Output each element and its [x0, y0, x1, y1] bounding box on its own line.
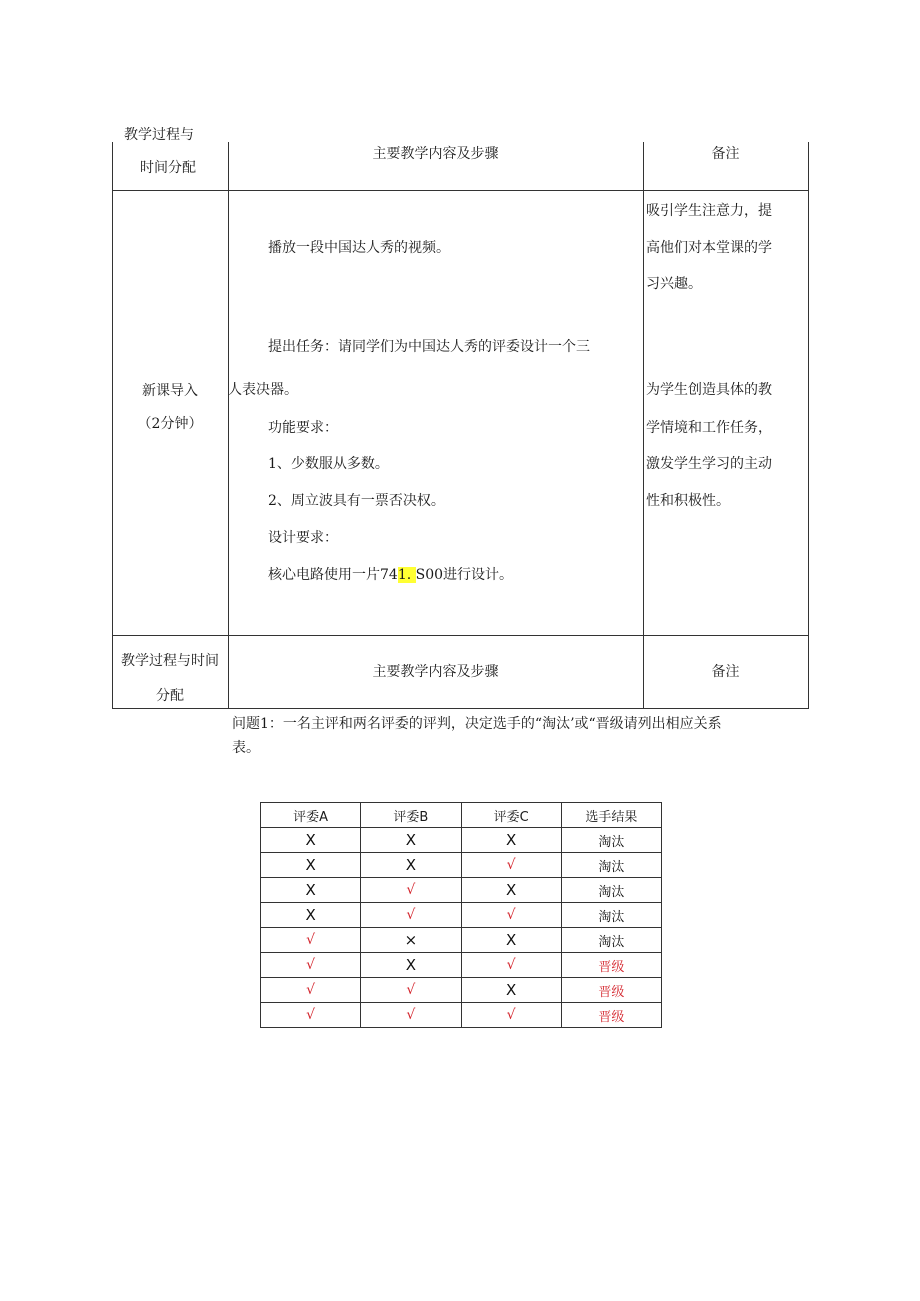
design-req-suffix: 进行设计。 [443, 567, 514, 583]
vote-judge-a: √ [261, 1003, 361, 1028]
note-2-line4: 性和积极性。 [646, 493, 730, 509]
vote-judge-a: X [261, 878, 361, 903]
judge-table-row [261, 903, 662, 928]
note-1-line1: 吸引学生注意力，提 [646, 203, 772, 219]
table-row-line-3 [112, 708, 809, 709]
content-func-1: 1、少数服从多数。 [268, 456, 389, 472]
table-divider-2 [643, 142, 644, 709]
judge-table-row [261, 928, 662, 953]
result-cell: 淘汰 [561, 928, 661, 953]
vote-judge-a: √ [261, 978, 361, 1003]
vote-judge-a: √ [261, 928, 361, 953]
judge-table-row [261, 1003, 662, 1028]
question-line-1: 问题1：一名主评和两名评委的评判，决定选手的“淘汰’或“晋级请列出相应关系 [232, 716, 722, 732]
vote-judge-c: √ [461, 853, 561, 878]
judge-table-row [261, 878, 662, 903]
judge-table-row [261, 978, 662, 1003]
vote-judge-b: √ [361, 878, 461, 903]
vote-judge-c: X [461, 828, 561, 853]
vote-judge-b: √ [361, 978, 461, 1003]
vote-judge-b: X [361, 953, 461, 978]
vote-judge-c: √ [461, 903, 561, 928]
header-judge-b: 评委B [361, 803, 461, 828]
table-divider-1 [228, 142, 229, 709]
judge-truth-table [260, 802, 662, 1028]
header-notes-label: 备注 [711, 146, 740, 162]
header-judge-a: 评委A [261, 803, 361, 828]
header2-content-label: 主要教学内容及步骤 [372, 664, 499, 680]
header-content-label: 主要教学内容及步骤 [372, 146, 499, 162]
header-stage-label-2: 时间分配 [140, 160, 196, 176]
header2-notes-label: 备注 [711, 664, 740, 680]
vote-judge-b: √ [361, 1003, 461, 1028]
note-1-line2: 高他们对本堂课的学 [646, 240, 772, 256]
header-judge-c: 评委C [461, 803, 561, 828]
vote-judge-c: X [461, 978, 561, 1003]
result-cell: 晋级 [561, 1003, 661, 1028]
result-cell: 淘汰 [561, 828, 661, 853]
content-video: 播放一段中国达人秀的视频。 [268, 240, 450, 256]
stage-duration: （2分钟） [137, 416, 203, 432]
judge-table-row [261, 828, 662, 853]
vote-judge-a: X [261, 828, 361, 853]
chip-part-a: 74 [380, 567, 398, 583]
judge-table-row [261, 953, 662, 978]
content-design-req [268, 565, 513, 585]
result-cell: 淘汰 [561, 878, 661, 903]
stage-name: 新课导入 [142, 383, 198, 399]
note-2-line1: 为学生创造具体的教 [646, 382, 772, 398]
content-task-line2: 人表决器。 [228, 382, 298, 398]
note-2-line3: 激发学生学习的主动 [646, 456, 772, 472]
vote-judge-c: X [461, 928, 561, 953]
content-func-2: 2、周立波具有一票否决权。 [268, 493, 445, 509]
header2-stage-label-2: 分配 [156, 688, 184, 704]
judge-table-header-row [261, 803, 662, 828]
vote-judge-a: X [261, 903, 361, 928]
result-cell: 晋级 [561, 978, 661, 1003]
table-row-line-2 [112, 635, 809, 636]
vote-judge-b: X [361, 853, 461, 878]
judge-table-row [261, 853, 662, 878]
table-border-right [808, 142, 809, 709]
vote-judge-b: √ [361, 903, 461, 928]
design-req-prefix: 核心电路使用一片 [268, 567, 380, 583]
vote-judge-c: X [461, 878, 561, 903]
vote-judge-c: √ [461, 1003, 561, 1028]
chip-part-highlight: 1. [397, 567, 416, 583]
content-design-title: 设计要求： [268, 530, 338, 546]
table-row-line-1 [112, 190, 809, 191]
note-1-line3: 习兴趣。 [646, 276, 702, 292]
question-line-2: 表。 [232, 740, 260, 756]
result-cell: 淘汰 [561, 903, 661, 928]
note-2-line2: 学情境和工作任务， [646, 420, 772, 436]
content-func-title: 功能要求： [268, 420, 338, 436]
vote-judge-c: √ [461, 953, 561, 978]
header-stage-label-1: 教学过程与 [124, 127, 194, 143]
vote-judge-a: √ [261, 953, 361, 978]
header-result: 选手结果 [561, 803, 661, 828]
result-cell: 淘汰 [561, 853, 661, 878]
vote-judge-b: × [361, 928, 461, 953]
vote-judge-b: X [361, 828, 461, 853]
vote-judge-a: X [261, 853, 361, 878]
chip-part-c: S00 [415, 567, 444, 583]
header2-stage-label-1: 教学过程与时间 [121, 653, 219, 669]
content-task-line1: 提出任务：请同学们为中国达人秀的评委设计一个三 [268, 339, 590, 355]
result-cell: 晋级 [561, 953, 661, 978]
